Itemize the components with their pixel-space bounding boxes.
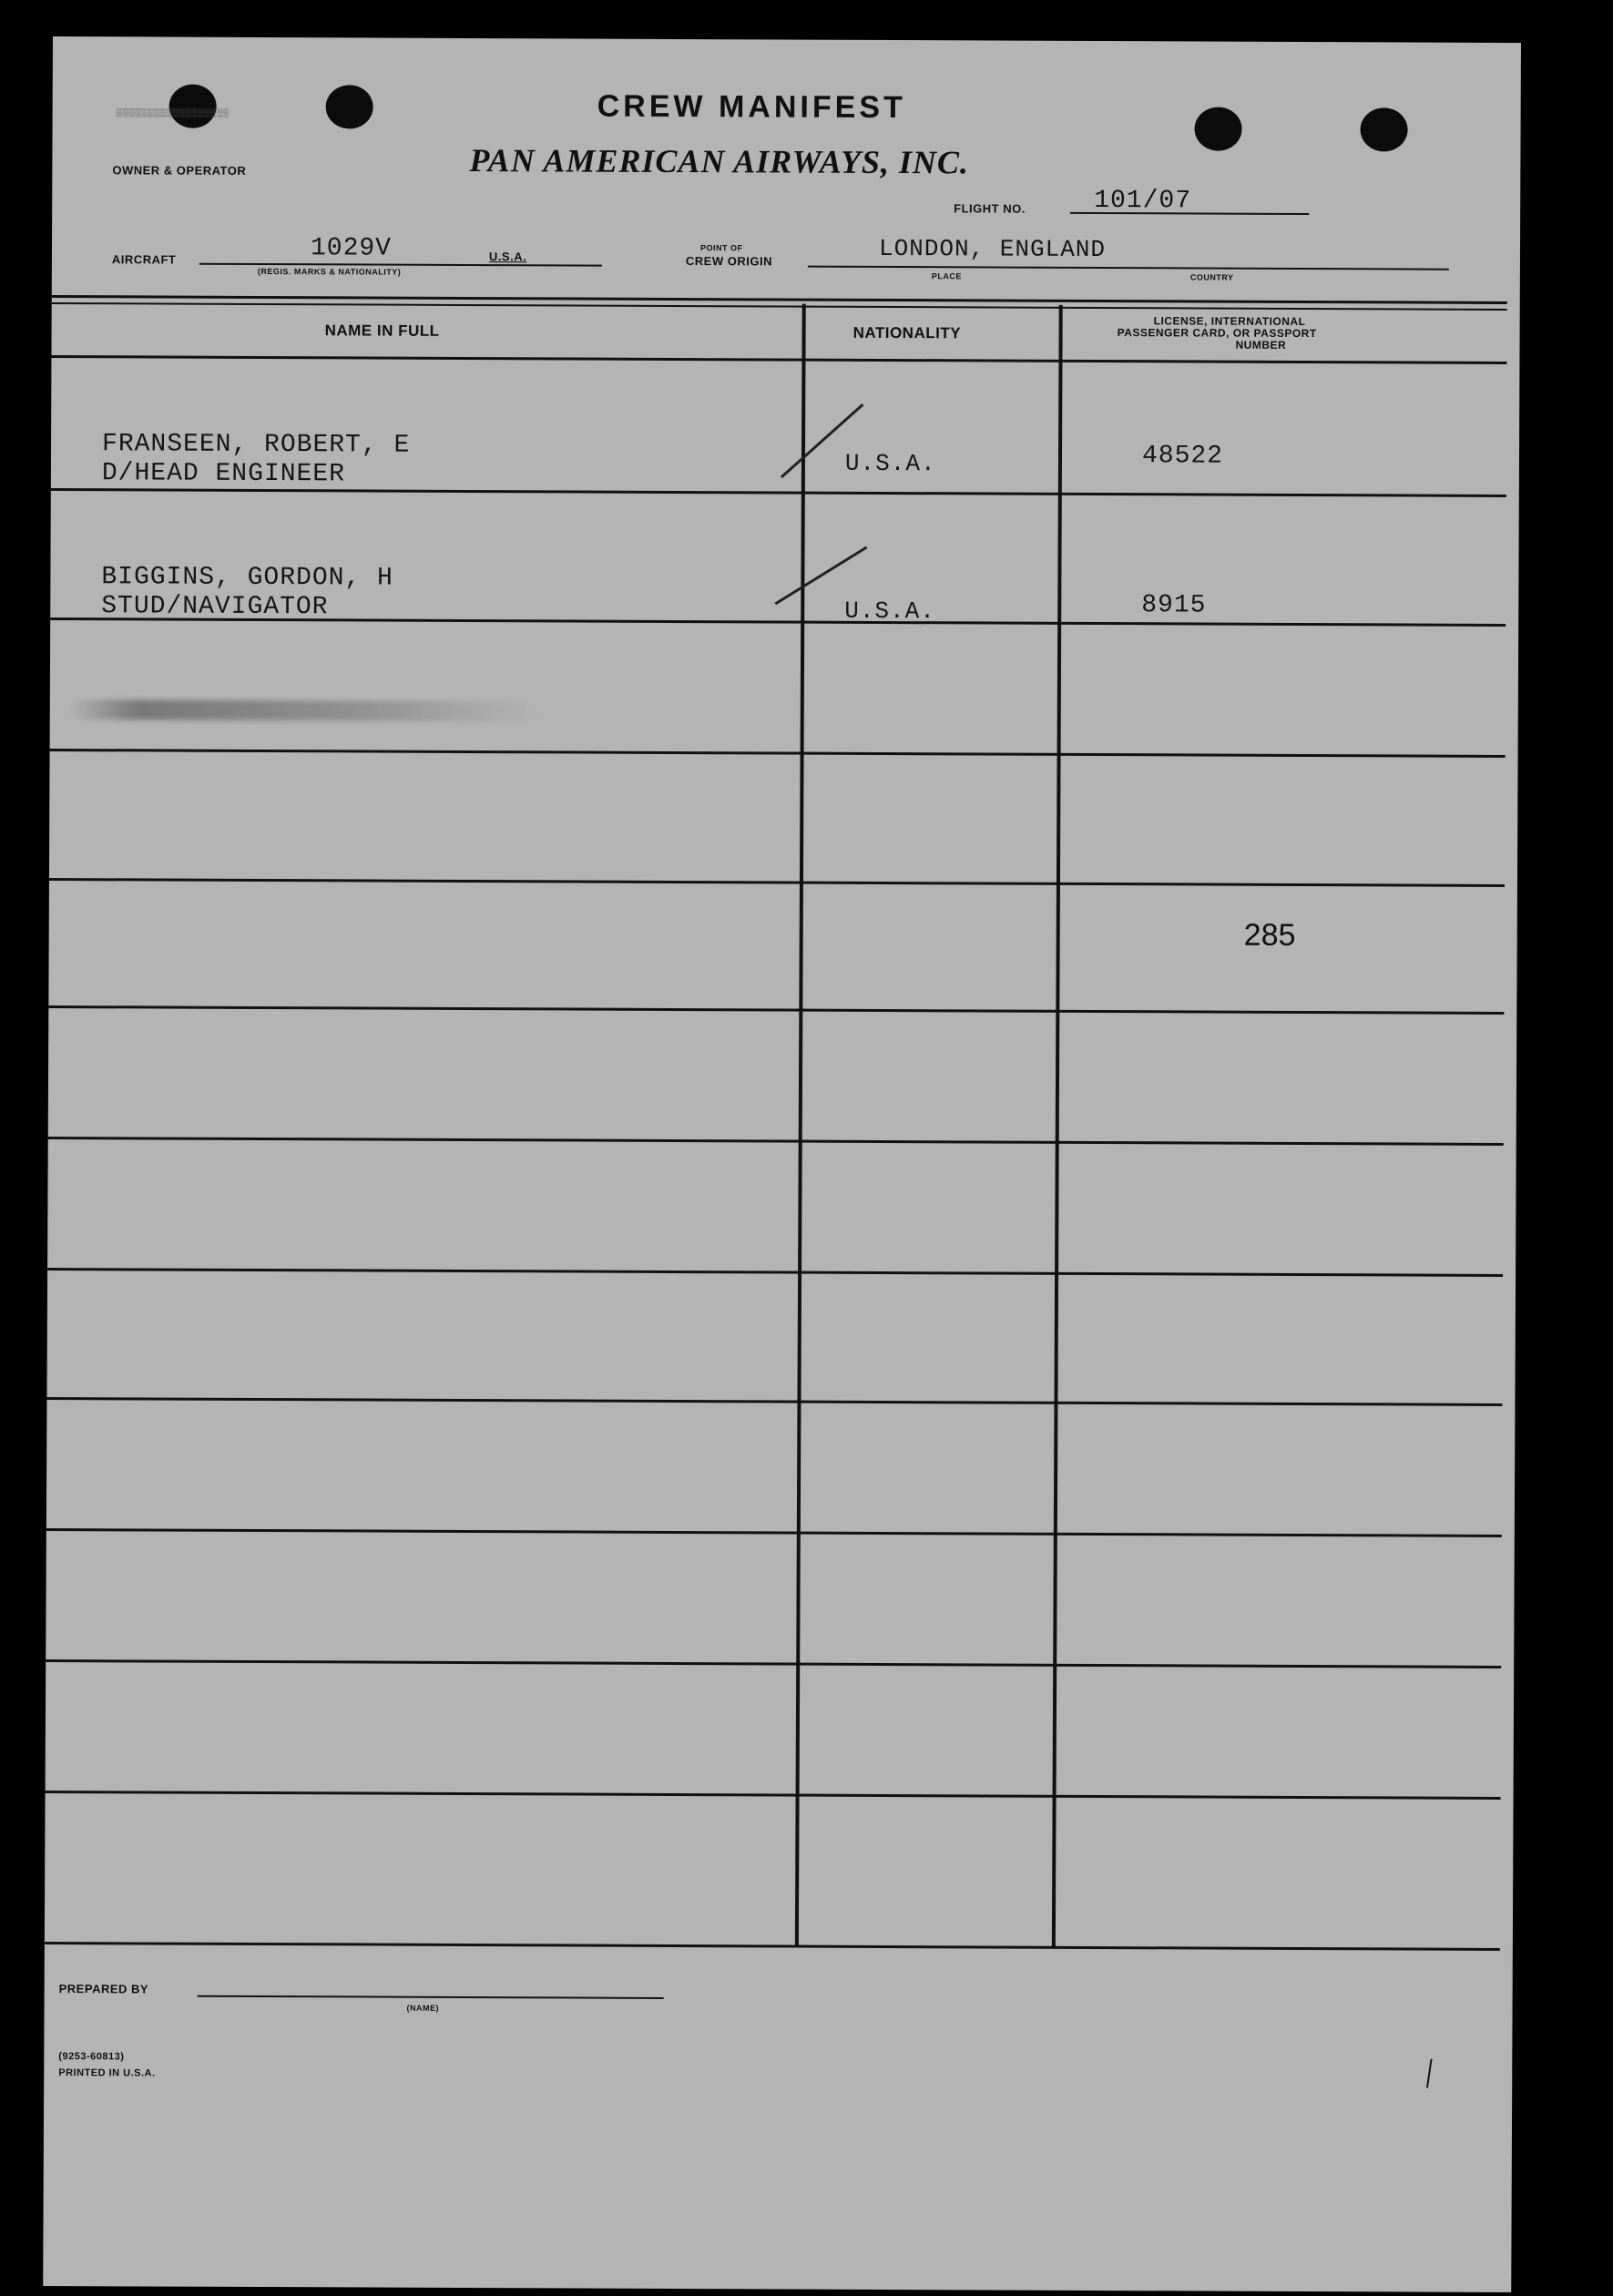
prepared-by-underline [198, 1995, 664, 1999]
manifest-page [43, 36, 1521, 2292]
crew-origin-underline [808, 266, 1449, 270]
form-title: CREW MANIFEST [597, 88, 906, 126]
col-header-license-1: LICENSE, INTERNATIONAL [1153, 314, 1306, 329]
extra-number: 285 [1243, 917, 1296, 953]
aircraft-label: AIRCRAFT [111, 252, 177, 267]
printed-in: PRINTED IN U.S.A. [58, 2067, 156, 2079]
aircraft-reg: 1029V [310, 234, 393, 263]
crew-name: BIGGINS, GORDON, H [101, 563, 393, 593]
crew-nationality: U.S.A. [844, 449, 936, 478]
owner-label: OWNER & OPERATOR [112, 163, 247, 178]
prepared-by-label: PREPARED BY [58, 1982, 149, 1996]
check-mark [775, 546, 868, 606]
crew-license-number: 8915 [1141, 591, 1207, 620]
crew-title: D/HEAD ENGINEER [101, 459, 346, 489]
crew-origin-label-2: CREW ORIGIN [685, 254, 773, 269]
erased-entry [68, 699, 542, 721]
punch-hole [169, 85, 217, 128]
row-rule [47, 1268, 1503, 1277]
col-header-nationality: NATIONALITY [852, 323, 962, 342]
flight-no-label: FLIGHT NO. [954, 201, 1026, 216]
row-rule [49, 878, 1505, 887]
crew-origin-value: LONDON, ENGLAND [878, 234, 1107, 264]
punch-hole [326, 85, 373, 128]
col-divider-2 [1052, 305, 1063, 1948]
crew-nationality: U.S.A. [844, 597, 935, 626]
table-top-rule-2 [52, 302, 1507, 311]
row-rule [46, 1791, 1501, 1800]
row-rule [50, 749, 1506, 758]
form-code: (9253-60813) [58, 2051, 125, 2063]
row-rule [48, 1005, 1504, 1015]
aircraft-nationality: U.S.A. [488, 250, 527, 264]
row-rule [46, 1659, 1501, 1668]
crew-origin-label-1: POINT OF [699, 243, 743, 253]
header-bottom-rule [51, 355, 1506, 364]
aircraft-sublabel: (REGIS. MARKS & NATIONALITY) [257, 266, 402, 277]
flight-no-value: 101/07 [1094, 186, 1192, 216]
row-rule [48, 1137, 1504, 1146]
place-label: PLACE [931, 271, 962, 281]
col-header-license-2: PASSENGER CARD, OR PASSPORT [1117, 326, 1317, 341]
col-divider-1 [795, 304, 806, 1947]
table-bottom-rule [45, 1942, 1500, 1951]
punch-hole [1360, 107, 1407, 151]
owner-stamp-faint: ▒▒▒▒▒▒▒▒▒▒▒▒▒▒▒▒▒▒ [116, 107, 230, 117]
row-rule [46, 1528, 1502, 1537]
punch-hole [1194, 107, 1241, 150]
col-header-name: NAME IN FULL [324, 321, 440, 340]
row-rule [51, 488, 1506, 497]
name-label: (NAME) [406, 2003, 440, 2013]
pen-mark [1426, 2059, 1433, 2088]
crew-name: FRANSEEN, ROBERT, E [101, 430, 411, 460]
country-label: COUNTRY [1189, 272, 1234, 282]
crew-title: STUD/NAVIGATOR [101, 592, 329, 622]
col-header-license-3: NUMBER [1235, 338, 1287, 352]
crew-license-number: 48522 [1141, 442, 1224, 471]
company-name: PAN AMERICAN AIRWAYS, INC. [469, 141, 970, 181]
row-rule [46, 1397, 1502, 1406]
